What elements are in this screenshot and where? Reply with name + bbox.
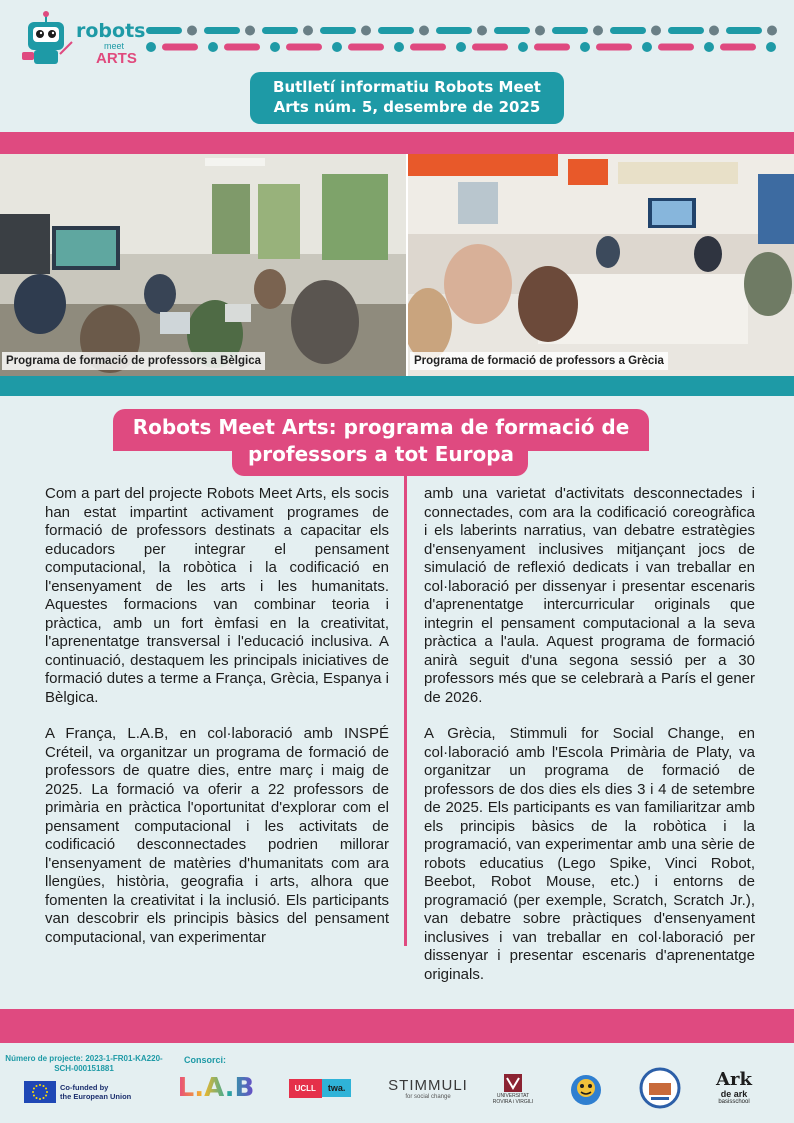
robot-icon [18,10,78,72]
urv-text-line2: ROVIRA i VIRGILI [492,1099,534,1105]
eu-text-line1: Co-funded by [60,1083,109,1092]
decorative-dash-pattern [146,24,786,54]
robots-meet-arts-logo [18,10,146,72]
article-right-column [424,485,755,1002]
partner-logo-stimmuli [384,1073,472,1103]
logo-arts-text: ARTS [96,50,137,67]
eu-text-line2: the European Union [60,1092,132,1101]
photo-belgium-training [0,154,406,376]
partner-logo-ucll-twa [280,1073,360,1103]
stimmuli-logo-text: STIMMULI [388,1076,468,1094]
logo-meet-text: meet [104,41,125,51]
newsletter-title-line1: Butlletí informatiu Robots Meet [273,78,541,96]
logo-robots-text: robots [76,20,146,42]
partner-logo-lab [176,1073,256,1103]
stimmuli-tagline: for social change [405,1093,451,1100]
footer [0,1043,794,1123]
article-heading-line1: Robots Meet Arts: programa de formació de [132,415,630,439]
platy-school-emblem-icon [639,1067,681,1109]
article-paragraph: A Grècia, Stimmuli for Social Change, en col·laboració amb l'Escola Primària de Platy, va organitzar un programa de formació de professors de dos dies els dies 3 i 4 de setembre de 2025. Els participants es van familiaritzar amb els principis bàsics de la robòtica i la programació, van experimentar amb una sèrie de robots educatius (Lego Spike, Vinci Robot, Beebot, Robot Mouse, etc.) i entorns de programació (per exemple, Scratch, Scratch Jr.), van debatre sobre pràctiques d'ensenyament inclusives i van treballar en col·laboració per dissenyar i presentar escenaris d'aprenentatge originals. [424,725,755,983]
article-left-column [45,485,389,965]
column-divider [404,476,407,946]
article-paragraph: amb una varietat d'activitats desconnectades i connectades, com ara la codificació coreogràfica i els laberints narratius, van debatre estratègies d'ensenyament inclusives mitjançant jocs de simulació de reflexió dedicats i van treballar en col·laboració per dissenyar i presentar escenaris d'aprenentatge intercurricular originals que integrin el pensament computacional a la seva pràctica a l'aula. Aquest programa de formació anirà seguit d'una segona sessió per a 30 professors més que se celebrarà a París el gener de 2026. [424,485,755,706]
article-heading [113,414,649,468]
school-mascot-icon [567,1070,605,1108]
article-heading-line2: professors a tot Europa [247,442,515,466]
partner-logo-urv [488,1069,538,1109]
newsletter-title-badge [250,72,564,124]
urv-text-line1: UNIVERSITAT [496,1093,530,1099]
ark-logo-text: Ark [716,1069,752,1090]
ucll-logo-text: UCLL [289,1079,322,1098]
urv-crest-icon [502,1073,524,1093]
partner-logo-school-mascot [566,1069,606,1109]
photo-left-caption: Programa de formació de professors a Bèlgica [2,352,265,370]
article-paragraph: Com a part del projecte Robots Meet Arts, els socis han estat impartint activament programes de formació de professors destinats a capacitar els educadors per integrar el pensament computacional, la robòtica i la codificació en l'ensenyament de les arts i les humanitats. Aquestes formacions van combinar teoria i pràctica, amb un fort èmfasi en la creativitat, l'aprenentatge transversal i l'educació inclusiva. A continuació, destaquem les principals iniciatives de formació dutes a terme a França, Grècia, Espanya i Bèlgica. [45,485,389,706]
partner-logo-de-ark [708,1067,760,1109]
photo-right-caption: Programa de formació de professors a Grècia [410,352,668,370]
project-number: Número de projecte: 2023-1-FR01-KA220-SCH-000151881 [5,1054,163,1073]
eu-cofunded-logo [24,1081,131,1103]
article-paragraph: A França, L.A.B, en col·laboració amb INSPÉ Créteil, va organitzar un programa de formació de professors de quatre dies, entre març i maig de 2025. La formació va oferir a 22 professors de primària en pràctica l'oportunitat d'explorar com el pensament computacional i les activitats de codificació desconnectades podrien millorar l'ensenyament de matèries d'humanitats com ara llengües, història, geografia i arts, alhora que fomenten la creativitat i la inclusió. Els participants van descobrir els principis bàsics del pensament computacional, van experimentar [45,725,389,946]
consortium-label: Consorci: [184,1055,227,1065]
photo-greece-training [408,154,794,376]
pink-divider-band [0,132,794,154]
teal-divider-band [0,376,794,396]
eu-flag-icon [24,1081,56,1103]
lab-logo-text: L.A.B [177,1073,255,1103]
ark-subtitle-line2: basisschool [718,1099,750,1105]
partner-logo-platy-school [636,1067,684,1109]
ark-subtitle-line1: de ark [720,1089,748,1099]
twa-logo-text: twa. [322,1079,352,1097]
newsletter-title-line2: Arts núm. 5, desembre de 2025 [273,98,541,116]
footer-pink-band [0,1009,794,1043]
photo-row [0,154,794,376]
